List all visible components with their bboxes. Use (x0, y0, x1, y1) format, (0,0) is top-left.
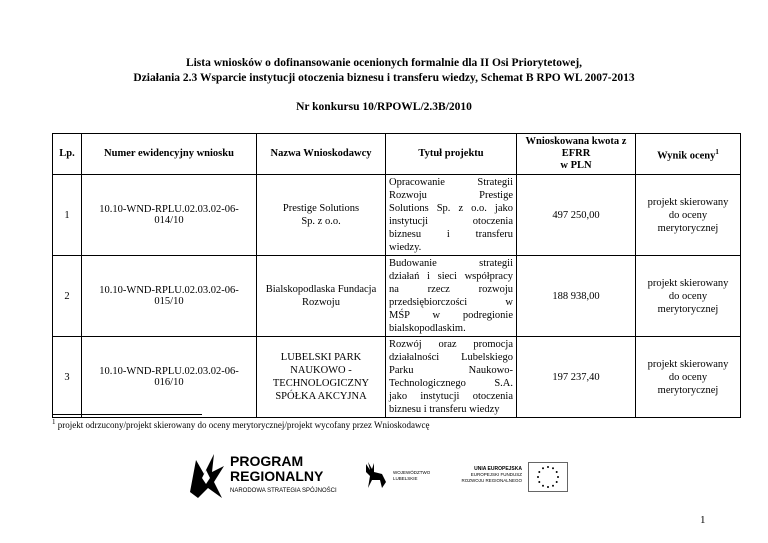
tytul-line: biznesu i transferu wiedzy (389, 404, 500, 415)
footnote-mark: 1 (52, 418, 56, 426)
regionalny-label: REGIONALNY (230, 468, 324, 484)
kwota-header-line2: EFRR (561, 148, 591, 159)
table-row (53, 256, 741, 337)
wynik-line: merytorycznej (657, 384, 719, 396)
footnote-ref: 1 (715, 147, 719, 156)
table-row (53, 337, 741, 418)
nazwa-line: TECHNOLOGICZNY (272, 378, 370, 389)
wynik-line: projekt skierowany (647, 358, 729, 370)
wynik-line: projekt skierowany (647, 196, 729, 208)
cell-lp: 2 (53, 256, 82, 337)
col-header-nazwa: Nazwa Wnioskodawcy (257, 134, 386, 175)
nazwa-line: SPÓŁKA AKCYJNA (275, 391, 367, 402)
star-emblem-icon (186, 452, 226, 500)
eu-logo (452, 460, 572, 496)
tytul-line: Opracowanie Strategii (389, 177, 513, 188)
cell-wynik (636, 337, 741, 418)
tytul-line: Budowanie strategii (389, 258, 513, 269)
nazwa-line: Bialskopodlaska Fundacja (265, 284, 377, 295)
cell-wynik (636, 256, 741, 337)
cell-tytul (386, 337, 517, 418)
nazwa-line: Rozwoju (302, 297, 340, 308)
tytul-line: instytucji otoczenia (389, 216, 513, 227)
nazwa-line: NAUKOWO - (290, 365, 352, 376)
kwota-header-line3: w PLN (560, 160, 592, 171)
document-title-line1: Lista wniosków o dofinansowanie ocenionych formalnie dla II Osi Priorytetowej, (185, 57, 583, 69)
cell-tytul (386, 256, 517, 337)
tytul-line: przedsiębiorczości w (389, 297, 513, 308)
cell-nazwa (257, 256, 386, 337)
wojewodztwo-label: WOJEWÓDZTWO (393, 470, 431, 475)
cell-tytul (386, 175, 517, 256)
nazwa-line: Sp. z o.o. (301, 216, 341, 227)
cell-lp: 3 (53, 337, 82, 418)
lubelskie-label: LUBELSKIE (393, 476, 418, 481)
deer-emblem-icon (362, 460, 390, 490)
tytul-line: wiedzy. (389, 242, 422, 253)
wynik-line: merytorycznej (657, 303, 719, 315)
col-header-numer: Numer ewidencyjny wniosku (82, 134, 257, 175)
footnote-separator (52, 414, 202, 415)
col-header-lp: Lp. (53, 134, 82, 175)
eu-label: UNIA EUROPEJSKA (474, 466, 522, 472)
tytul-line: na rzecz rozwoju (389, 284, 513, 295)
wynik-line: do oceny (668, 209, 708, 221)
footnote (52, 418, 429, 430)
nss-label: NARODOWA STRATEGIA SPÓJNOŚCI (230, 488, 337, 494)
tytul-line: MŚP w podregionie (389, 310, 513, 321)
erdf-label-line1: EUROPEJSKI FUNDUSZ (470, 472, 522, 477)
wynik-header-label: Wynik oceny (657, 150, 716, 162)
wynik-line: do oceny (668, 290, 708, 302)
tytul-line: działań i sieci współpracy (389, 271, 513, 282)
program-regionalny-logo (186, 452, 356, 502)
cell-nazwa (257, 337, 386, 418)
cell-wynik (636, 175, 741, 256)
cell-lp: 1 (53, 175, 82, 256)
wynik-line: merytorycznej (657, 222, 719, 234)
cell-numer: 10.10-WND-RPLU.02.03.02-06- 015/10 (82, 256, 257, 337)
competition-number: Nr konkursu 10/RPOWL/2.3B/2010 (296, 101, 472, 113)
document-title-line2: Działania 2.3 Wsparcie instytucji otoczenia biznesu i transferu wiedzy, Schemat B RPO WL 2007-2013 (133, 72, 635, 84)
cell-nazwa (257, 175, 386, 256)
tytul-line: bialskopodlaskim. (389, 323, 466, 334)
program-label: PROGRAM (230, 453, 304, 469)
nazwa-line: Prestige Solutions (282, 203, 360, 214)
cell-numer: 10.10-WND-RPLU.02.03.02-06- 016/10 (82, 337, 257, 418)
col-header-tytul: Tytuł projektu (386, 134, 517, 175)
col-header-wynik (636, 134, 741, 175)
erdf-label-line2: ROZWOJU REGIONALNEGO (461, 478, 522, 483)
tytul-line: Solutions Sp. z o.o. jako (389, 203, 513, 214)
cell-kwota: 188 938,00 (517, 256, 636, 337)
table-row (53, 175, 741, 256)
tytul-line: biznesu i transferu (389, 229, 513, 240)
cell-kwota: 497 250,00 (517, 175, 636, 256)
tytul-line: Parku Naukowo- (389, 365, 513, 376)
wojewodztwo-logo (362, 460, 442, 492)
tytul-line: Rozwój oraz promocja (389, 339, 513, 350)
kwota-header-line1: Wnioskowana kwota z (525, 136, 627, 147)
wynik-line: projekt skierowany (647, 277, 729, 289)
page-number: 1 (700, 514, 706, 526)
footnote-text: projekt odrzucony/projekt skierowany do oceny merytorycznej/projekt wycofany przez Wnioskodawcę (57, 420, 430, 430)
applications-table (52, 133, 741, 418)
cell-numer: 10.10-WND-RPLU.02.03.02-06- 014/10 (82, 175, 257, 256)
tytul-line: jako instytucji otoczenia (389, 391, 513, 402)
tytul-line: Rozwoju Prestige (389, 190, 513, 201)
nazwa-line: LUBELSKI PARK (280, 352, 362, 363)
table-header-row (53, 134, 741, 175)
eu-flag-icon (528, 462, 568, 492)
col-header-kwota (517, 134, 636, 175)
tytul-line: Technologicznego S.A. (389, 378, 513, 389)
tytul-line: działalności Lubelskiego (389, 352, 513, 363)
wynik-line: do oceny (668, 371, 708, 383)
cell-kwota: 197 237,40 (517, 337, 636, 418)
